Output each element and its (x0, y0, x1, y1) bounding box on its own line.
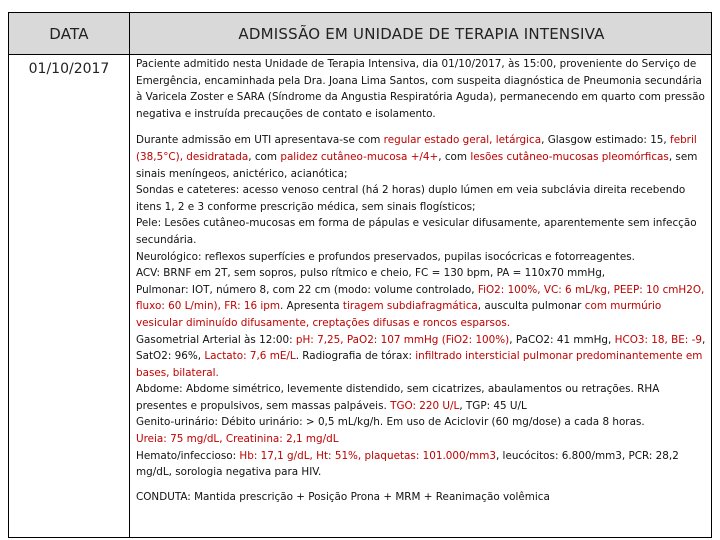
exam-text: , SatO2: 96%, (136, 333, 706, 363)
acv-line: ACV: BRNF em 2T, sem sopros, pulso rítmico e cheio, FC = 130 bpm, PA = 110x70 mmHg, (136, 267, 606, 280)
exam-text: , PaCO2: 41 mmHg, (509, 333, 615, 346)
exam-general (136, 132, 706, 182)
exam-highlight: HCO3: 18, BE: -9 (614, 333, 702, 346)
exam-text: . Radiografia de tórax: (295, 350, 416, 363)
exam-text: , leucócitos: 6.800/mm3, PCR: 28,2 mg/dL, sorologia negativa para HIV. (136, 449, 679, 479)
exam-highlight: Lactato: 7,6 mE/L (204, 350, 296, 363)
admission-table (8, 12, 712, 538)
exam-highlight: infiltrado intersticial pulmonar predominantemente em bases, bilateral. (136, 350, 703, 379)
exam-text: Gasometrial Arterial às 12:00: (136, 333, 296, 346)
gasometria-line (136, 332, 706, 382)
hemato-line (136, 448, 706, 481)
exam-highlight: Ureia: 75 mg/dL, Creatinina: 2,1 mg/dL (136, 433, 339, 446)
admission-date: 01/10/2017 (28, 61, 110, 77)
abdome-line (136, 381, 706, 414)
exam-text: , Glasgow estimado: 15, (541, 134, 671, 147)
column-divider (129, 13, 130, 537)
exam-text: , com (248, 150, 281, 163)
genito-line (136, 414, 706, 447)
exam-text: , ausculta pulmonar (477, 300, 585, 313)
exam-highlight: palidez cutâneo-mucosa +/4+ (280, 150, 439, 163)
exam-highlight: febril (38,5°C), desidratada (136, 134, 697, 163)
exam-highlight: FiO2: 100%, VC: 6 mL/kg, PEEP: 10 cmH2O, fluxo: 60 L/min), FR: 16 ipm (136, 283, 705, 313)
exam-highlight: Hb: 17,1 g/dL, Ht: 51%, plaquetas: 101.000/mm3 (239, 449, 496, 462)
intro-paragraph: Paciente admitido nesta Unidade de Terapia Intensiva, dia 01/10/2017, às 15:00, proveniente do Serviço de Emergência, encaminhada pela Dra. Joana Lima Santos, com suspeita diagnóstica de Pneumonia secundária à Varicela Zoster e SARA (Síndrome da Angustia Respiratória Aguda), permanecendo em quarto com pressão negativa e instruída precauções de contato e isolamento. (136, 58, 705, 120)
exam-text: , sem sinais meníngeos, anictérico, acianótica; (136, 150, 698, 180)
exam-text: Pulmonar: IOT, número 8, com 22 cm (modo: volume controlado, (136, 283, 478, 296)
table-title: ADMISSÃO EM UNIDADE DE TERAPIA INTENSIVA (238, 24, 605, 43)
exam-highlight: regular estado geral, letárgica (383, 134, 542, 147)
neuro-line: Neurológico: reflexos superfícies e profundos preservados, pupilas isocócricas e fotorreagentes. (136, 250, 635, 263)
exam-highlight: lesões cutâneo-mucosas pleomórficas (470, 150, 669, 163)
exam-highlight: tiragem subdiafragmática (342, 300, 478, 313)
exam-text: . Apresenta (280, 300, 343, 313)
exam-highlight: com murmúrio vesicular diminuído difusamente, creptações difusas e roncos esparsos. (136, 300, 662, 329)
exam-text: , com (438, 150, 471, 163)
sondas-line: Sondas e cateteres: acesso venoso central (há 2 horas) duplo lúmen em veia subclávia direita recebendo itens 1, 2 e 3 conforme prescrição médica, sem sinais flogísticos; (136, 184, 686, 213)
date-column-header: DATA (49, 24, 89, 43)
conduta-line: CONDUTA: Mantida prescrição + Posição Prona + MRM + Reanimação volêmica (136, 490, 550, 503)
exam-highlight: pH: 7,25, PaO2: 107 mmHg (FiO2: 100%) (295, 333, 510, 346)
exam-text: Genito-urinário: Débito urinário: > 0,5 mL/kg/h. Em uso de Aciclovir (60 mg/dose) a cada 8 horas. (136, 416, 645, 429)
exam-text: Durante admissão em UTI apresentava-se com (136, 134, 384, 147)
exam-text: Abdome: Abdome simétrico, levemente distendido, sem cicatrizes, abaulamentos ou retrações. RHA presentes e propulsivos, sem massas palpáveis. (136, 383, 660, 412)
admission-notes (136, 56, 706, 505)
exam-text: Hemato/infeccioso: (136, 449, 240, 462)
exam-highlight: TGO: 220 U/L (390, 399, 460, 412)
exam-text: , TGP: 45 U/L (459, 399, 527, 412)
pulmonar-line (136, 282, 706, 332)
pele-line: Pele: Lesões cutâneo-mucosas em forma de pápulas e vesicular difusamente, aparentemente sem infecção secundária. (136, 217, 697, 246)
